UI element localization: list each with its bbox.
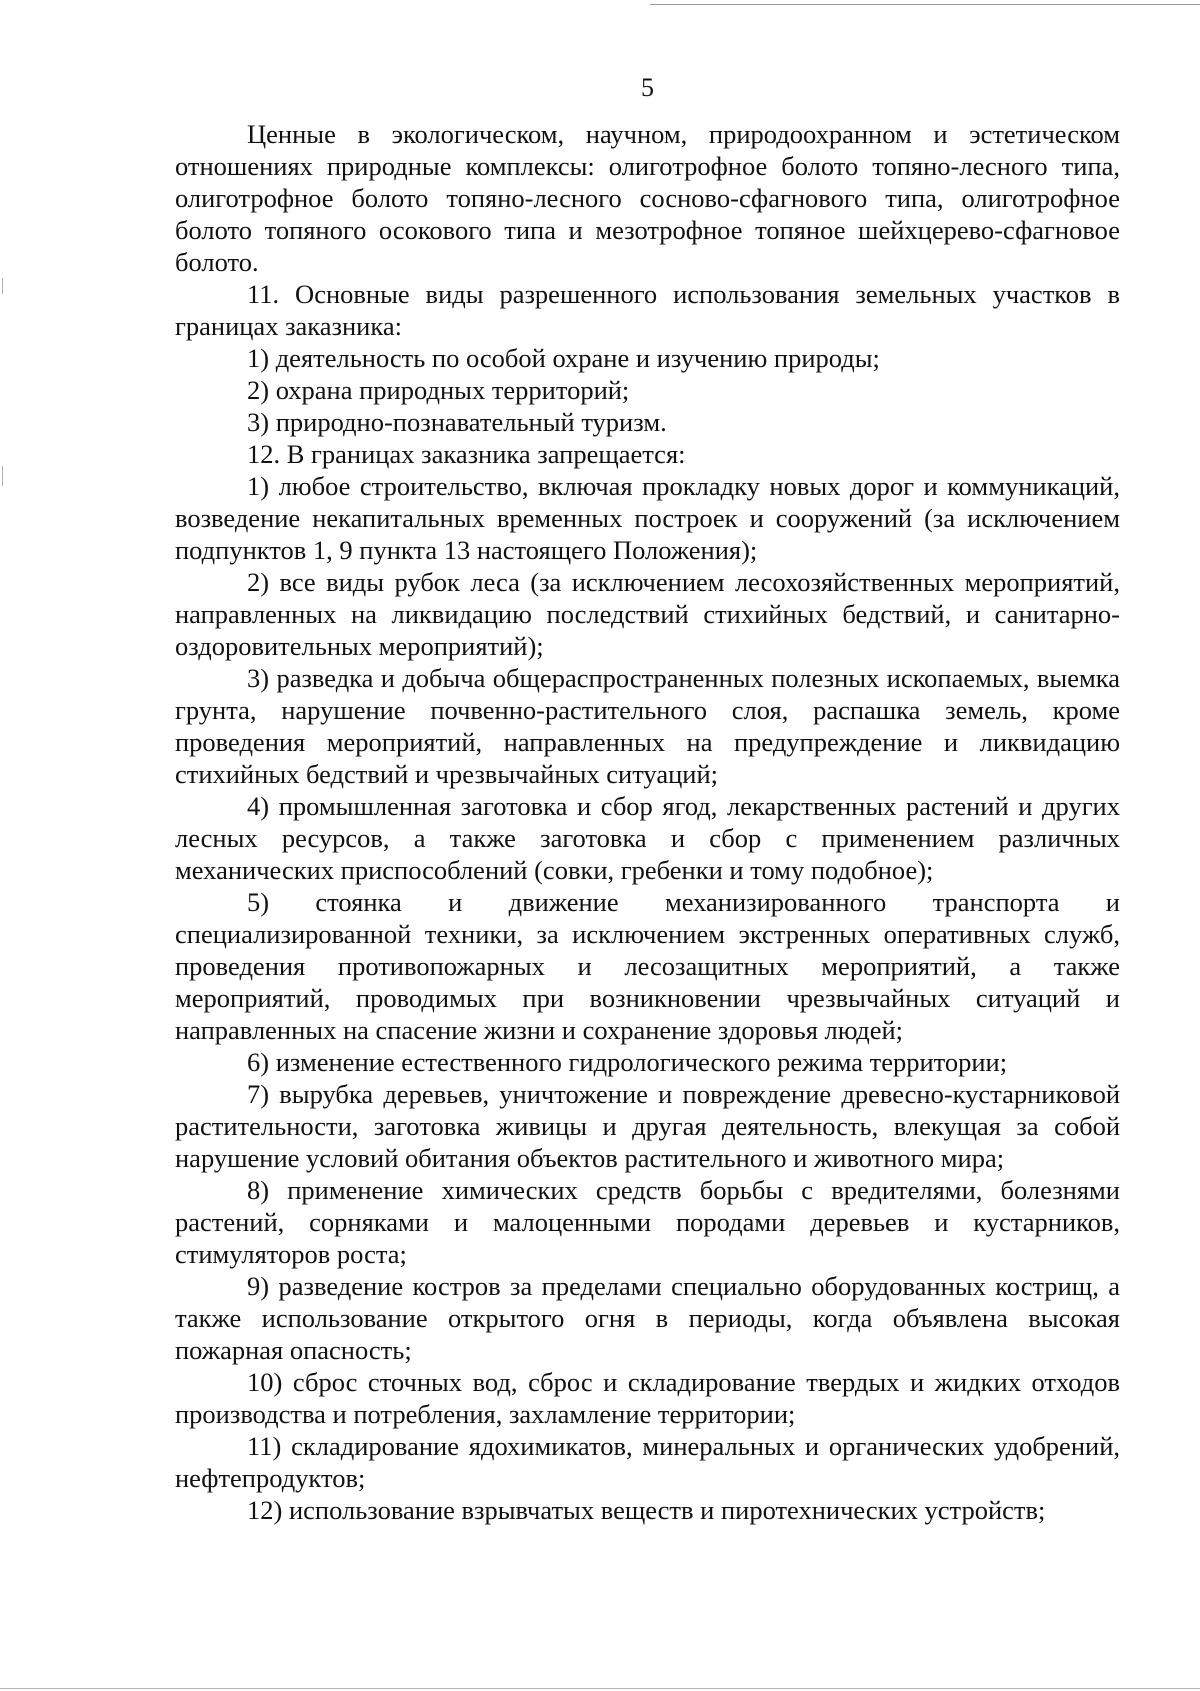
- list-item-12-9: 9) разведение костров за пределами специально оборудованных кострищ, а также использование открытого огня в периоды, когда объявлена высокая пожарная опасность;: [175, 1271, 1120, 1365]
- scan-edge-line-top: [650, 4, 1200, 5]
- list-item-12-8: 8) применение химических средств борьбы с вредителями, болезнями растений, сорняками и малоценными породами деревьев и кустарников, стимуляторов роста;: [175, 1175, 1120, 1269]
- list-item-12-11: 11) складирование ядохимикатов, минеральных и органических удобрений, нефтепродуктов;: [175, 1431, 1120, 1493]
- list-item-12-1: 1) любое строительство, включая прокладку новых дорог и коммуникаций, возведение некапитальных временных построек и сооружений (за исключением подпунктов 1, 9 пункта 13 настоящего Положения);: [175, 471, 1120, 565]
- list-item-11-3: 3) природно-познавательный туризм.: [247, 407, 667, 437]
- list-item-12-7: 7) вырубка деревьев, уничтожение и повреждение древесно-кустарниковой растительности, заготовка живицы и другая деятельность, влекущая за собой нарушение условий обитания объектов растительного и животного мира;: [175, 1079, 1120, 1173]
- list-item-12-2: 2) все виды рубок леса (за исключением лесохозяйственных мероприятий, направленных на ликвидацию последствий стихийных бедствий, и санитарно-оздоровительных мероприятий);: [175, 567, 1120, 661]
- list-item-12-12: 12) использование взрывчатых веществ и пиротехнических устройств;: [247, 1495, 1046, 1525]
- list-item-12-3: 3) разведка и добыча общераспространенных полезных ископаемых, выемка грунта, нарушение почвенно-растительного слоя, распашка земель, кроме проведения мероприятий, направленных на предупреждение и ликвидацию стихийных бедствий и чрезвычайных ситуаций;: [175, 663, 1120, 789]
- list-item-11-2: 2) охрана природных территорий;: [247, 375, 630, 405]
- scan-margin-mark: [2, 466, 3, 486]
- list-item-12-5: 5) стоянка и движение механизированного транспорта и специализированной техники, за исключением экстренных оперативных служб, проведения противопожарных и лесозащитных мероприятий, а также мероприятий, проводимых при возникновении чрезвычайных ситуаций и направленных на спасение жизни и сохранение здоровья людей;: [175, 887, 1120, 1045]
- list-item-12-4: 4) промышленная заготовка и сбор ягод, лекарственных растений и других лесных ресурсов, а также заготовка и сбор с применением различных механических приспособлений (совки, гребенки и тому подобное);: [175, 791, 1120, 885]
- scan-edge-line-bottom: [0, 1688, 1200, 1689]
- list-item-11-1: 1) деятельность по особой охране и изучению природы;: [247, 343, 880, 373]
- paragraph-natural-complexes: Ценные в экологическом, научном, природоохранном и эстетическом отношениях природные комплексы: олиготрофное болото топяно-лесного типа, олиготрофное болото топяно-лесного сосново-сфагнового типа, олиготрофное болото топяного осокового типа и мезотрофное топяное шейхцерево-сфагновое болото.: [175, 119, 1120, 277]
- page-number: 5: [641, 73, 654, 102]
- paragraph-12-prohibited: 12. В границах заказника запрещается:: [247, 439, 686, 469]
- paragraph-11-permitted-uses: 11. Основные виды разрешенного использования земельных участков в границах заказника:: [175, 279, 1120, 341]
- scan-margin-mark: [2, 278, 3, 294]
- list-item-12-6: 6) изменение естественного гидрологического режима территории;: [247, 1047, 1008, 1077]
- list-item-12-10: 10) сброс сточных вод, сброс и складирование твердых и жидких отходов производства и потребления, захламление территории;: [175, 1367, 1120, 1429]
- document-body: [175, 118, 1120, 1526]
